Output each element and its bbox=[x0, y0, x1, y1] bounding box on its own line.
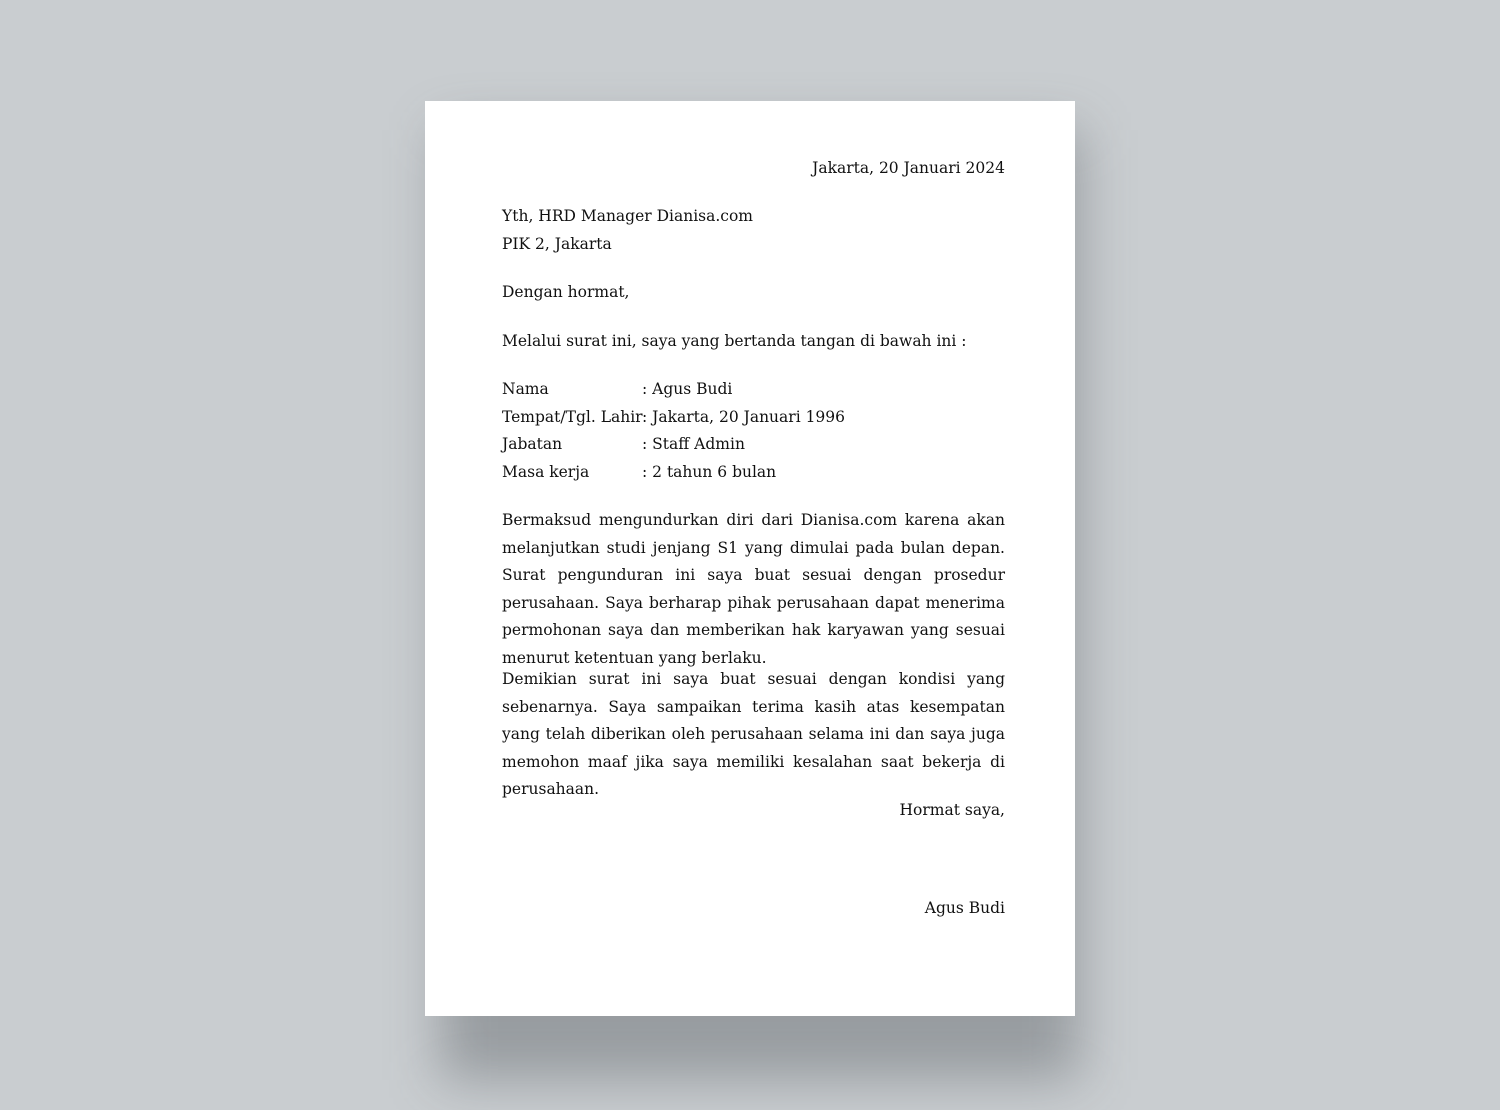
detail-label-ttl: Tempat/Tgl. Lahir bbox=[502, 408, 643, 426]
detail-value-masa-kerja: : 2 tahun 6 bulan bbox=[642, 463, 777, 481]
body-paragraph-2: Demikian surat ini saya buat sesuai dengan kondisi yang sebenarnya. Saya sampaikan terima kasih atas kesempatan yang telah diberikan oleh perusahaan selama ini dan saya juga memohon maaf jika saya memiliki kesalahan saat bekerja di perusahaan. bbox=[502, 670, 1005, 798]
intro-line: Melalui surat ini, saya yang bertanda tangan di bawah ini : bbox=[502, 332, 967, 350]
letter-date: Jakarta, 20 Januari 2024 bbox=[812, 159, 1005, 177]
letter-page bbox=[425, 101, 1075, 1016]
detail-value-jabatan: : Staff Admin bbox=[642, 435, 745, 453]
signature-name: Agus Budi bbox=[924, 899, 1005, 917]
recipient-line-1: Yth, HRD Manager Dianisa.com bbox=[502, 207, 754, 225]
detail-value-ttl: : Jakarta, 20 Januari 1996 bbox=[642, 408, 846, 426]
closing: Hormat saya, bbox=[899, 801, 1005, 819]
body-paragraph-1: Bermaksud mengundurkan diri dari Dianisa.com karena akan melanjutkan studi jenjang S1 yang dimulai pada bulan depan. Surat pengunduran ini saya buat sesuai dengan prosedur perusahaan. Saya berharap pihak perusahaan dapat menerima permohonan saya dan memberikan hak karyawan yang sesuai menurut ketentuan yang berlaku. bbox=[502, 511, 1005, 667]
detail-label-nama: Nama bbox=[502, 380, 549, 398]
detail-label-jabatan: Jabatan bbox=[502, 435, 563, 453]
detail-label-masa-kerja: Masa kerja bbox=[502, 463, 590, 481]
detail-value-nama: : Agus Budi bbox=[642, 380, 733, 398]
recipient-line-2: PIK 2, Jakarta bbox=[502, 235, 612, 253]
greeting: Dengan hormat, bbox=[502, 283, 630, 301]
